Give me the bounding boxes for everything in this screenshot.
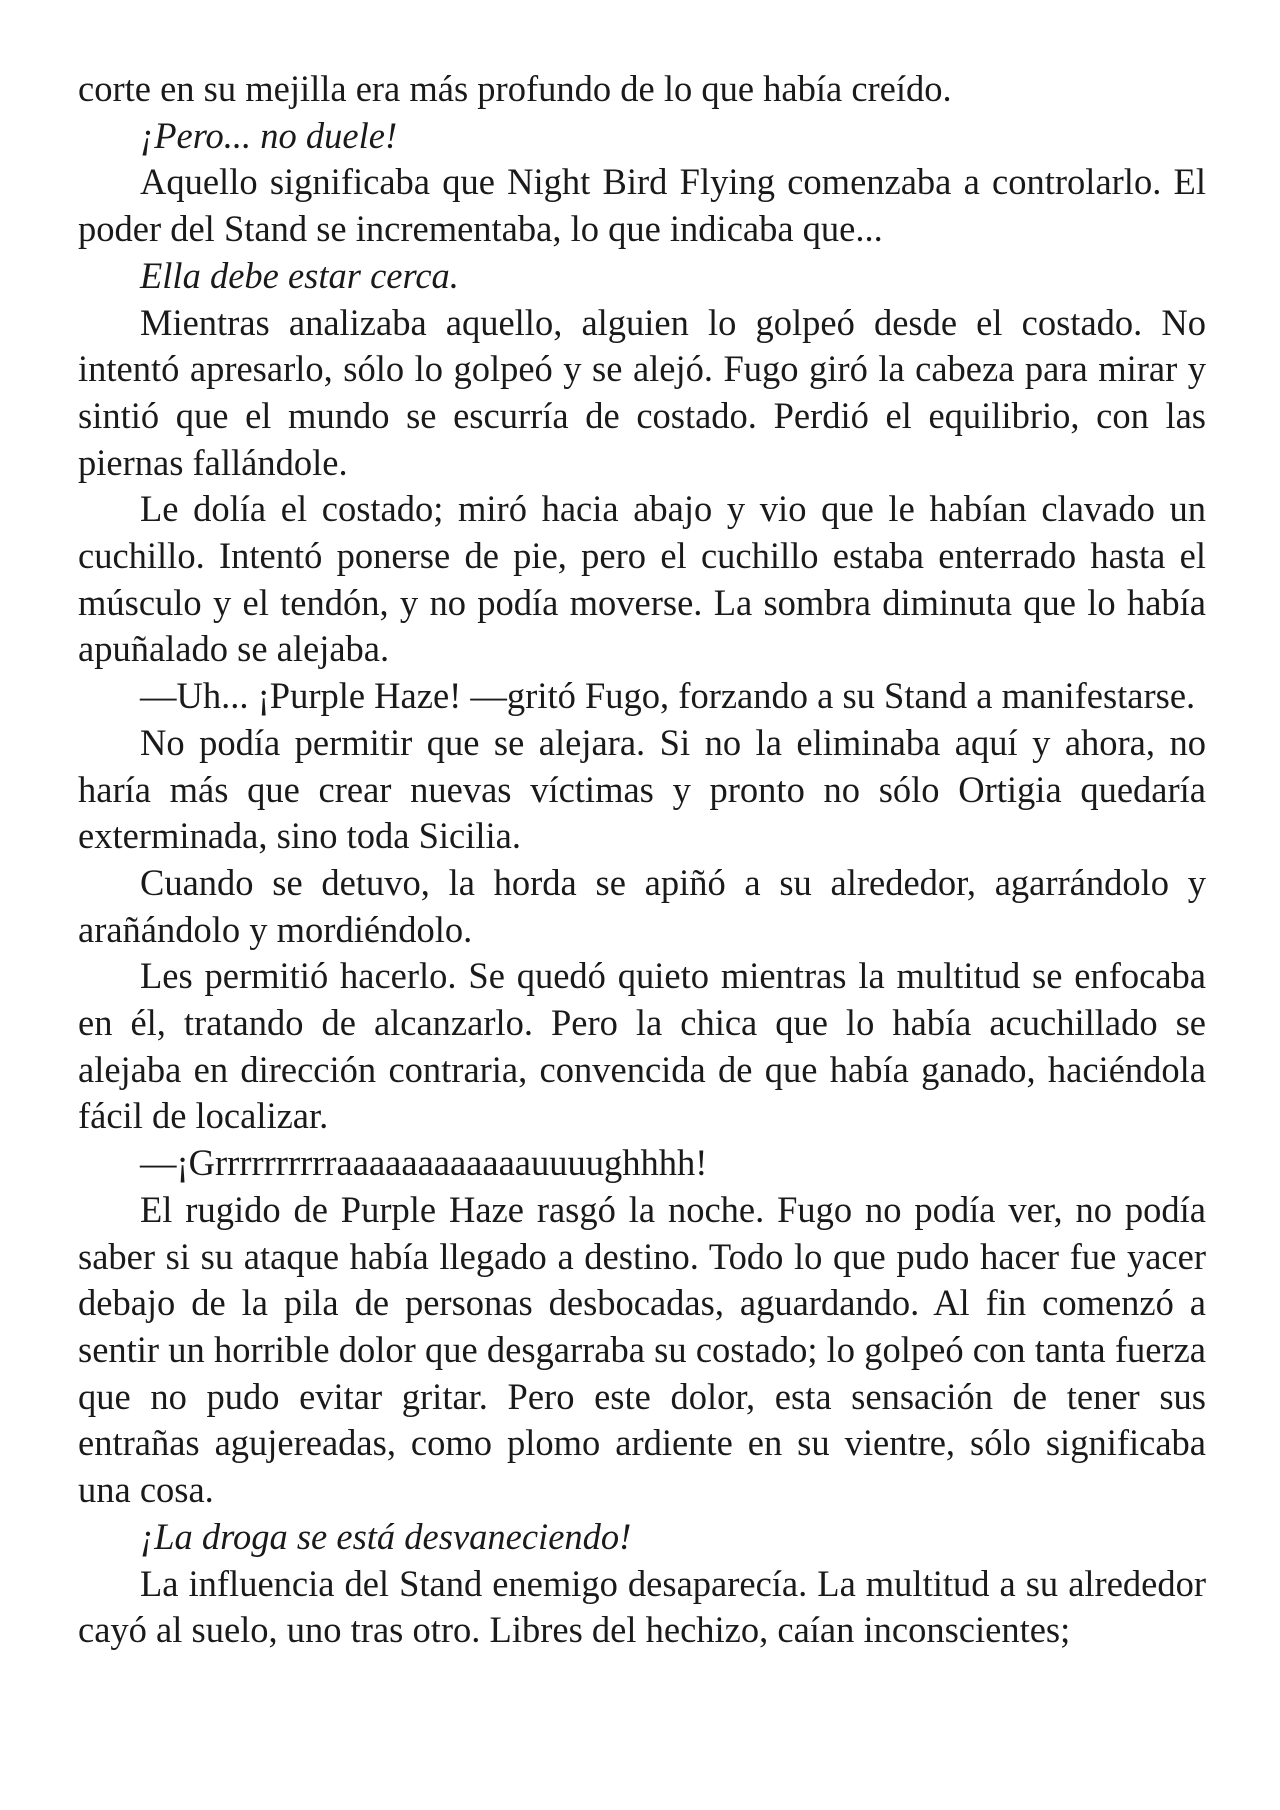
- italic-thought: ¡La droga se está desvaneciendo!: [140, 1515, 632, 1557]
- paragraph: El rugido de Purple Haze rasgó la noche. Fugo no podía ver, no podía saber si su ataque había llegado a destino. Todo lo que pudo hacer fue yacer debajo de la pila de personas desbocadas, aguardando. Al fin comenzó a sentir un horrible dolor que desgarraba su costado; lo golpeó con tanta fuerza que no pudo evitar gritar. Pero este dolor, esta sensación de tener sus entrañas agujereadas, como plomo ardiente en su vientre, sólo significaba una cosa.: [78, 1188, 1206, 1511]
- italic-thought: Ella debe estar cerca.: [140, 254, 459, 296]
- paragraph: Aquello significaba que Night Bird Flying comenzaba a controlarlo. El poder del Stand se incrementaba, lo que indicaba que...: [78, 161, 1206, 250]
- paragraph: No podía permitir que se alejara. Si no la eliminaba aquí y ahora, no haría más que crear nuevas víctimas y pronto no sólo Ortigia quedaría exterminada, sino toda Sicilia.: [78, 721, 1206, 857]
- paragraph: Le dolía el costado; miró hacia abajo y vio que le habían clavado un cuchillo. Intentó ponerse de pie, pero el cuchillo estaba enterrado hasta el músculo y el tendón, y no podía moverse. La sombra diminuta que lo había apuñalado se alejaba.: [78, 488, 1206, 670]
- dialogue-paragraph: —¡Grrrrrrrrrraaaaaaaaaaaauuuughhhh!: [140, 1142, 708, 1184]
- paragraph: corte en su mejilla era más profundo de lo que había creído.: [78, 68, 952, 109]
- book-page: [78, 66, 1206, 1654]
- paragraph: Cuando se detuvo, la horda se apiñó a su alrededor, agarrándolo y arañándolo y mordiéndolo.: [78, 861, 1206, 950]
- paragraph: Les permitió hacerlo. Se quedó quieto mientras la multitud se enfocaba en él, tratando de alcanzarlo. Pero la chica que lo había acuchillado se alejaba en dirección contraria, convencida de que había ganado, haciéndola fácil de localizar.: [78, 955, 1206, 1137]
- italic-thought: ¡Pero... no duele!: [140, 114, 398, 156]
- dialogue-paragraph: —Uh... ¡Purple Haze! —gritó Fugo, forzando a su Stand a manifestarse.: [140, 675, 1196, 717]
- paragraph: Mientras analizaba aquello, alguien lo golpeó desde el costado. No intentó apresarlo, sólo lo golpeó y se alejó. Fugo giró la cabeza para mirar y sintió que el mundo se escurría de costado. Perdió el equilibrio, con las piernas fallándole.: [78, 301, 1206, 483]
- paragraph: La influencia del Stand enemigo desaparecía. La multitud a su alrededor cayó al suelo, uno tras otro. Libres del hechizo, caían inconscientes;: [78, 1562, 1206, 1651]
